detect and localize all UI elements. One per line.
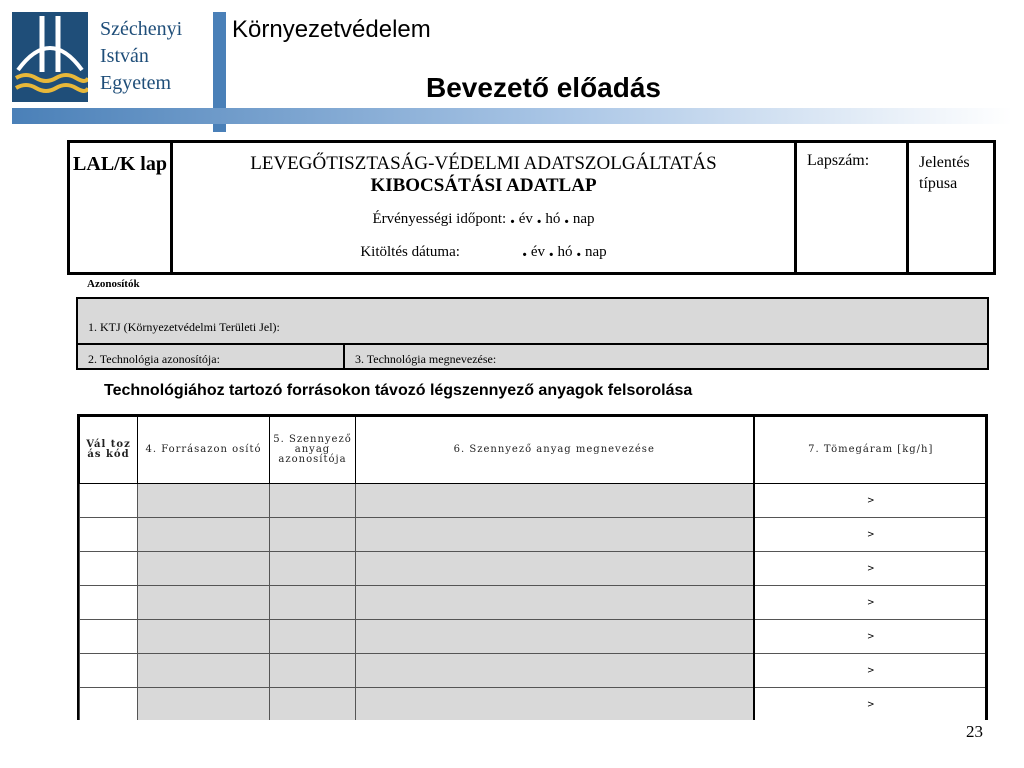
university-name-line: Egyetem: [100, 72, 172, 94]
day-label: nap: [585, 244, 607, 260]
page-number-field[interactable]: [797, 143, 909, 272]
date-dot: .: [509, 206, 515, 228]
pollutant-name-cell[interactable]: [356, 654, 754, 688]
row-mark: >: [866, 699, 875, 710]
technology-name-label: 3. Technológia megnevezése:: [355, 352, 497, 366]
source-id-cell[interactable]: [138, 688, 270, 721]
technology-name-field[interactable]: [345, 345, 987, 368]
lap-code: LAL/K lap: [73, 153, 167, 175]
form-title-cell: [173, 143, 797, 272]
ktj-field[interactable]: [78, 299, 987, 345]
table-row: [80, 620, 988, 654]
form-title-line1: LEVEGŐTISZTASÁG-VÉDELMI ADATSZOLGÁLTATÁS: [250, 153, 717, 174]
year-label: év: [518, 211, 533, 227]
source-id-cell[interactable]: [138, 620, 270, 654]
table-right-border: [985, 416, 988, 720]
table-row: [80, 586, 988, 620]
table-row: [80, 654, 988, 688]
change-code-cell[interactable]: [80, 552, 138, 586]
table-row: [80, 518, 988, 552]
source-id-cell[interactable]: [138, 518, 270, 552]
fill-date-label: Kitöltés dátuma:: [360, 244, 460, 260]
fill-date-row: [173, 239, 794, 262]
identifiers-table: [76, 297, 989, 370]
report-type-label: Jelentés típusa: [919, 154, 970, 192]
pollutant-name-cell[interactable]: [356, 688, 754, 721]
column-header: 7. Tömegáram [kg/h]: [754, 417, 988, 484]
emissions-section-title: Technológiához tartozó forrásokon távozó légszennyező anyagok felsorolása: [104, 382, 693, 399]
change-code-cell[interactable]: [80, 586, 138, 620]
row-mark: >: [866, 631, 875, 642]
mass-flow-cell[interactable]: [754, 586, 988, 620]
date-dot: .: [564, 206, 570, 228]
year-label: év: [530, 244, 545, 260]
source-id-cell[interactable]: [138, 654, 270, 688]
university-name-line: Széchenyi: [100, 18, 183, 40]
date-dot: .: [522, 239, 528, 261]
change-code-cell[interactable]: [80, 484, 138, 518]
row-mark: >: [866, 563, 875, 574]
validity-date-row: [173, 206, 794, 229]
column-header: Vál toz ás kód: [80, 417, 138, 484]
pollutant-id-cell[interactable]: [270, 586, 356, 620]
university-logo-icon: [12, 12, 88, 102]
lap-code-cell: [70, 143, 173, 272]
column-header: 5. Szennyező anyag azonosítója: [270, 417, 356, 484]
pollutant-name-cell[interactable]: [356, 484, 754, 518]
pollutant-id-cell[interactable]: [270, 654, 356, 688]
validity-date-label: Érvényességi időpont:: [372, 211, 507, 227]
emissions-table: [77, 414, 988, 720]
change-code-cell[interactable]: [80, 518, 138, 552]
pollutant-id-cell[interactable]: [270, 552, 356, 586]
source-id-cell[interactable]: [138, 552, 270, 586]
source-id-cell[interactable]: [138, 484, 270, 518]
mass-flow-cell[interactable]: [754, 654, 988, 688]
ktj-label: 1. KTJ (Környezetvédelmi Területi Jel):: [88, 320, 280, 334]
row-mark: >: [866, 529, 875, 540]
column-header: 6. Szennyező anyag megnevezése: [356, 417, 754, 484]
table-row: [80, 552, 988, 586]
page-number-label: Lapszám:: [807, 152, 870, 169]
pollutant-name-cell[interactable]: [356, 586, 754, 620]
pollutant-id-cell[interactable]: [270, 620, 356, 654]
technology-id-label: 2. Technológia azonosítója:: [88, 352, 220, 366]
course-title: Környezetvédelem: [232, 16, 431, 43]
form-header-table: [67, 140, 996, 275]
source-id-cell[interactable]: [138, 586, 270, 620]
report-type-field[interactable]: [909, 143, 993, 272]
mass-flow-cell[interactable]: [754, 484, 988, 518]
change-code-cell[interactable]: [80, 688, 138, 721]
date-dot: .: [576, 239, 582, 261]
change-code-cell[interactable]: [80, 654, 138, 688]
pollutant-name-cell[interactable]: [356, 518, 754, 552]
pollutant-name-cell[interactable]: [356, 620, 754, 654]
column-header: 4. Forrásazon osító: [138, 417, 270, 484]
table-row: [80, 484, 988, 518]
mass-flow-cell[interactable]: [754, 552, 988, 586]
form-title-line2: KIBOCSÁTÁSI ADATLAP: [370, 175, 597, 196]
pollutant-id-cell[interactable]: [270, 518, 356, 552]
row-mark: >: [866, 597, 875, 608]
university-name: [100, 16, 182, 97]
mass-flow-cell[interactable]: [754, 620, 988, 654]
identifiers-heading: Azonosítók: [87, 278, 140, 290]
technology-id-field[interactable]: [78, 345, 345, 368]
month-label: hó: [545, 211, 561, 227]
table-row: [80, 688, 988, 721]
date-dot: .: [548, 239, 554, 261]
pollutant-name-cell[interactable]: [356, 552, 754, 586]
date-dot: .: [536, 206, 542, 228]
pollutant-id-cell[interactable]: [270, 484, 356, 518]
lecture-title: Bevezető előadás: [426, 72, 661, 103]
table-header-row: [80, 417, 988, 484]
mass-flow-cell[interactable]: [754, 688, 988, 721]
change-code-cell[interactable]: [80, 620, 138, 654]
row-mark: >: [866, 665, 875, 676]
page-number: 23: [966, 722, 983, 741]
pollutant-id-cell[interactable]: [270, 688, 356, 721]
mass-flow-cell[interactable]: [754, 518, 988, 552]
row-mark: >: [866, 495, 875, 506]
header-divider: [12, 108, 1012, 124]
day-label: nap: [572, 211, 595, 227]
university-name-line: István: [100, 45, 149, 67]
month-label: hó: [557, 244, 573, 260]
